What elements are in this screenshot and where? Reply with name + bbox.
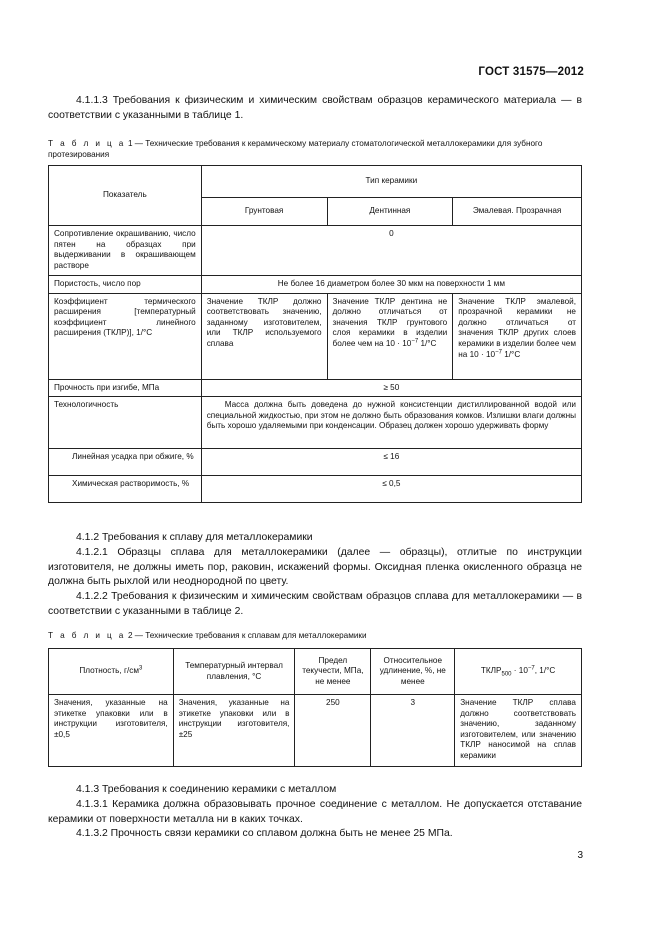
ktlr-enamel-text: Значение ТКЛР эмалевой, прозрачной керамики не должно отличаться от значения ТКЛР других слоев керамики в изделии более чем на: [458, 296, 576, 359]
table-1-label-chem: Химическая растворимость, %: [49, 476, 202, 503]
table-1-subheader-dentin: Дентинная: [327, 198, 453, 226]
density-header-text: Плотность, г/см: [79, 666, 139, 676]
table-2-value-elongation: 3: [371, 695, 455, 767]
table-1-value-bending: ≥ 50: [201, 379, 581, 397]
table-1-header-indicator: Показатель: [49, 166, 202, 226]
paragraph-4-1-1-3: 4.1.1.3 Требования к физическим и химическим свойствам образцов керамического материала — в соответствии с указанными в таблице 1.: [48, 95, 582, 121]
table-1-subheader-enamel: Эмалевая. Прозрачная: [453, 198, 582, 226]
ktlr-header-mid: · 10: [511, 666, 528, 676]
ktlr-dentin-unit: 1/°С: [420, 338, 437, 348]
ktlr-header-unit: , 1/°С: [534, 666, 556, 676]
table-2-value-yield: 250: [295, 695, 371, 767]
paragraph-4-1-2: 4.1.2 Требования к сплаву для металлокерамики: [76, 532, 313, 543]
ktlr-dentin-magnitude: 10 · 10: [385, 338, 412, 348]
ktlr-dentin-exponent: −7: [411, 338, 419, 345]
table-1-subheader-ground: Грунтовая: [201, 198, 327, 226]
table-1-label-shrink: Линейная усадка при обжиге, %: [49, 449, 202, 476]
paragraph-4-1-2-2: 4.1.2.2 Требования к физическим и химическим свойствам образцов сплава для металлокерамики — в соответствии с указанными в таблице 2.: [48, 591, 582, 617]
table-1-caption-text: 1 — Технические требования к керамическому материалу стоматологической металлокерамики для зубного протезирования: [48, 139, 543, 159]
table-2-header-yield: Предел текучести, МПа, не менее: [295, 649, 371, 695]
table-1-value-ktlr-enamel: [453, 293, 582, 379]
paragraph-4-1-2-1: 4.1.2.1 Образцы сплава для металлокерамики (далее — образцы), отлитые по инструкции изготовителя, не должны иметь пор, раковин, искажений формы. Оксидная пленка окисленного образца не должна быть рыхлой или неоднородной по цвету.: [48, 547, 582, 588]
paragraph-4-1-3-2: 4.1.3.2 Прочность связи керамики со сплавом должна быть не менее 25 МПа.: [76, 828, 453, 839]
ktlr-enamel-unit: 1/°С: [504, 349, 521, 359]
ktlr-header-base: ТКЛР: [480, 666, 502, 676]
table-1-value-ktlr-dentin: [327, 293, 453, 379]
table-2-value-melt: Значения, указанные на этикетке упаковки или в инструкции изготовителя, ±25: [173, 695, 295, 767]
table-1-label-ktlr: Коэффициент термического расширения [температурный коэффициент линейного расширения (ТКЛР)], 1/°С: [49, 293, 202, 379]
table-1-value-chem: ≤ 0,5: [201, 476, 581, 503]
document-id: ГОСТ 31575—2012: [478, 66, 584, 78]
table-1-label-tech: Технологичность: [49, 397, 202, 449]
table-1-caption-prefix: Т а б л и ц а: [48, 139, 126, 148]
table-2: [48, 648, 582, 767]
ktlr-enamel-exponent: −7: [495, 348, 502, 355]
table-2-header-melt: Температурный интервал плавления, °С: [173, 649, 295, 695]
table-1-label-porosity: Пористость, число пор: [49, 276, 202, 294]
ktlr-dentin-text: Значение ТКЛР дентина не должно отличаться от значения ТКЛР грунтового слоя керамики в изделии более чем на: [332, 296, 448, 348]
table-1: [48, 165, 582, 503]
table-1-label-stain: Сопротивление окрашиванию, число пятен на образцах при выдерживании в окрашивающем растворе: [49, 226, 202, 276]
density-header-unit-exponent: 3: [138, 665, 143, 672]
table-2-header-density: [49, 649, 174, 695]
table-1-value-porosity: Не более 16 диаметром более 30 мкм на поверхности 1 мм: [201, 276, 581, 294]
page-number: 3: [577, 850, 583, 861]
table-1-value-tech: Масса должна быть доведена до нужной консистенции дистиллированной водой или специальной жидкостью, при этом не должно быть образования комков. Излишки влаги должны быть хорошо удаляемыми при конденсации. Образец должен хорошо удерживать форму: [201, 397, 581, 449]
table-2-value-density: Значения, указанные на этикетке упаковки или в инструкции изготовителя, ±0,5: [49, 695, 174, 767]
table-1-value-shrink: ≤ 16: [201, 449, 581, 476]
table-2-caption: [48, 630, 582, 641]
table-2-caption-text: 2 — Технические требования к сплавам для металлокерамики: [127, 631, 367, 640]
table-2-caption-prefix: Т а б л и ц а: [48, 631, 126, 640]
ktlr-enamel-magnitude: 10 · 10: [469, 349, 496, 359]
table-1-value-ktlr-ground: Значение ТКЛР должно соответствовать значению, заданному изготовителем, или ТКЛР используемого сплава: [201, 293, 327, 379]
table-2-header-elongation: Относительное удлинение, %, не менее: [371, 649, 455, 695]
ktlr-header-exponent: −7: [527, 665, 535, 672]
ktlr-header-subscript: 500: [501, 671, 512, 678]
paragraph-4-1-3: 4.1.3 Требования к соединению керамики с металлом: [76, 784, 337, 795]
table-1-label-bending: Прочность при изгибе, МПа: [49, 379, 202, 397]
table-1-header-type: Тип керамики: [201, 166, 581, 198]
table-1-value-stain: 0: [201, 226, 581, 276]
table-2-header-ktlr: [455, 649, 582, 695]
paragraph-4-1-3-1: 4.1.3.1 Керамика должна образовывать прочное соединение с металлом. Не допускается отставание керамики от поверхности металла ни в каких точках.: [48, 799, 582, 825]
table-2-value-ktlr: Значение ТКЛР сплава должно соответствовать значению, заданному изготовителем, или значению ТКЛР наносимой на сплав керамики: [455, 695, 582, 767]
table-1-caption: [48, 138, 582, 160]
